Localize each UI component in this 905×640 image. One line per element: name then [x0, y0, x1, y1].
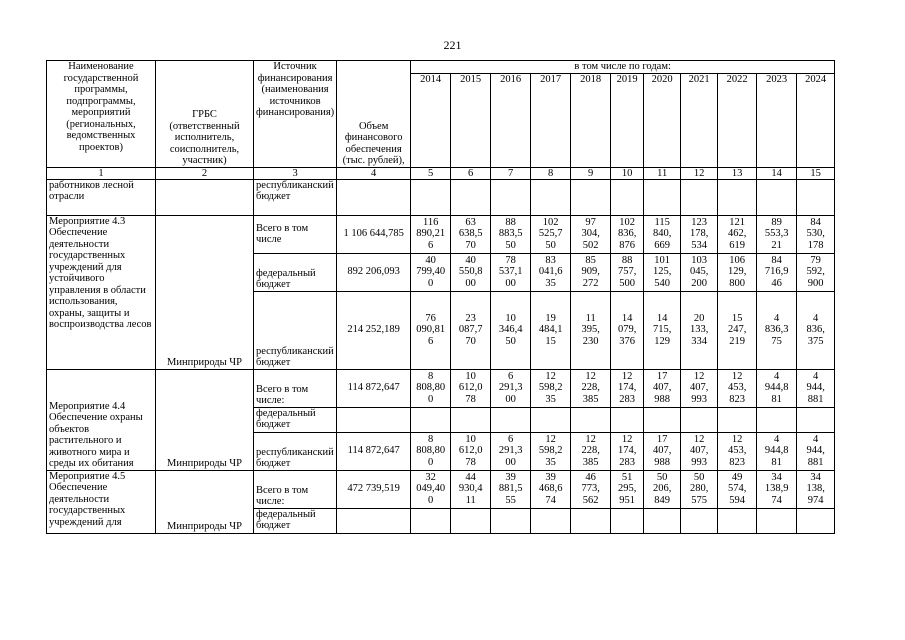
header-year: 2020 — [644, 73, 681, 167]
header-year: 2016 — [491, 73, 531, 167]
year-value-cell: 12 407, 993 — [681, 432, 718, 470]
header-year: 2023 — [757, 73, 797, 167]
year-value-cell: 14 715, 129 — [644, 291, 681, 369]
column-number: 14 — [757, 167, 797, 179]
m44-total-value: 114 872,647 — [337, 369, 411, 407]
header-year: 2017 — [531, 73, 571, 167]
year-value-cell: 89 553,3 21 — [757, 215, 797, 253]
m43-republic-value: 214 252,189 — [337, 291, 411, 369]
year-value-cell: 4 836, 375 — [797, 291, 835, 369]
year-value-cell: 4 944, 881 — [797, 432, 835, 470]
year-value-cell: 50 280, 575 — [681, 470, 718, 508]
year-value-cell: 102 525,7 50 — [531, 215, 571, 253]
column-number: 4 — [337, 167, 411, 179]
year-value-cell: 4 944, 881 — [797, 369, 835, 407]
year-value-cell: 4 836,3 75 — [757, 291, 797, 369]
year-value-cell: 51 295, 951 — [611, 470, 644, 508]
year-value-cell: 102 836, 876 — [611, 215, 644, 253]
m44-grbs: Минприроды ЧР — [156, 369, 254, 470]
year-value-cell: 11 395, 230 — [571, 291, 611, 369]
column-number: 6 — [451, 167, 491, 179]
year-value-cell: 116 890,21 6 — [411, 215, 451, 253]
m44-name: Мероприятие 4.4 Обеспечение охраны объектов растительного и животного мира и среды их обитания — [47, 369, 156, 470]
year-value-cell: 14 079, 376 — [611, 291, 644, 369]
budget-table — [46, 60, 835, 534]
m43-federal-value: 892 206,093 — [337, 253, 411, 291]
year-value-cell: 44 930,4 11 — [451, 470, 491, 508]
header-year: 2019 — [611, 73, 644, 167]
column-number: 11 — [644, 167, 681, 179]
m43-republic-source: республиканский бюджет — [254, 291, 337, 369]
m45-name: Мероприятие 4.5 Обеспечение деятельности государственных учреждений для — [47, 470, 156, 533]
year-value-cell: 50 206, 849 — [644, 470, 681, 508]
cont-name: работников лесной отрасли — [47, 179, 156, 215]
year-value-cell: 10 346,4 50 — [491, 291, 531, 369]
year-value-cell: 4 944,8 81 — [757, 432, 797, 470]
year-value-cell: 115 840, 669 — [644, 215, 681, 253]
header-year: 2024 — [797, 73, 835, 167]
year-value-cell: 12 453, 823 — [718, 432, 757, 470]
year-value-cell: 8 808,80 0 — [411, 369, 451, 407]
year-value-cell: 19 484,1 15 — [531, 291, 571, 369]
m44-federal-source: федеральный бюджет — [254, 407, 337, 432]
year-value-cell: 32 049,40 0 — [411, 470, 451, 508]
header-grbs: ГРБС (ответственный исполнитель, соисполнитель, участник) — [156, 61, 254, 168]
year-value-cell: 76 090,81 6 — [411, 291, 451, 369]
column-number: 12 — [681, 167, 718, 179]
year-value-cell: 12 407, 993 — [681, 369, 718, 407]
page-number: 221 — [443, 38, 462, 52]
year-value-cell: 39 468,6 74 — [531, 470, 571, 508]
column-number: 15 — [797, 167, 835, 179]
column-number: 7 — [491, 167, 531, 179]
year-value-cell: 12 598,2 35 — [531, 369, 571, 407]
m45-total-value: 472 739,519 — [337, 470, 411, 508]
year-value-cell: 34 138,9 74 — [757, 470, 797, 508]
cont-source: республиканский бюджет — [254, 179, 337, 215]
header-years-group: в том числе по годам: — [411, 61, 835, 74]
year-value-cell: 12 598,2 35 — [531, 432, 571, 470]
year-value-cell: 40 799,40 0 — [411, 253, 451, 291]
column-number: 3 — [254, 167, 337, 179]
column-number: 1 — [47, 167, 156, 179]
header-year: 2014 — [411, 73, 451, 167]
year-value-cell: 103 045, 200 — [681, 253, 718, 291]
year-value-cell: 83 041,6 35 — [531, 253, 571, 291]
year-value-cell: 17 407, 988 — [644, 369, 681, 407]
year-value-cell: 20 133, 334 — [681, 291, 718, 369]
year-value-cell: 6 291,3 00 — [491, 369, 531, 407]
header-total: Объем финансового обеспечения (тыс. рублей), — [337, 61, 411, 168]
header-year: 2021 — [681, 73, 718, 167]
column-number: 2 — [156, 167, 254, 179]
year-value-cell: 12 228, 385 — [571, 432, 611, 470]
m45-federal-source: федеральный бюджет — [254, 508, 337, 533]
year-value-cell: 121 462, 619 — [718, 215, 757, 253]
year-value-cell: 12 228, 385 — [571, 369, 611, 407]
year-value-cell: 23 087,7 70 — [451, 291, 491, 369]
m44-republic-source: республиканский бюджет — [254, 432, 337, 470]
year-value-cell: 8 808,80 0 — [411, 432, 451, 470]
year-value-cell: 123 178, 534 — [681, 215, 718, 253]
m43-total-value: 1 106 644,785 — [337, 215, 411, 253]
year-value-cell: 63 638,5 70 — [451, 215, 491, 253]
year-value-cell: 6 291,3 00 — [491, 432, 531, 470]
year-value-cell: 84 716,9 46 — [757, 253, 797, 291]
year-value-cell: 49 574, 594 — [718, 470, 757, 508]
column-number: 8 — [531, 167, 571, 179]
year-value-cell: 40 550,8 00 — [451, 253, 491, 291]
year-value-cell: 46 773, 562 — [571, 470, 611, 508]
year-value-cell: 34 138, 974 — [797, 470, 835, 508]
column-number: 5 — [411, 167, 451, 179]
m43-federal-source: федеральный бюджет — [254, 253, 337, 291]
header-year: 2022 — [718, 73, 757, 167]
year-value-cell: 97 304, 502 — [571, 215, 611, 253]
year-value-cell: 4 944,8 81 — [757, 369, 797, 407]
year-value-cell: 17 407, 988 — [644, 432, 681, 470]
m43-name: Мероприятие 4.3 Обеспечение деятельности государственных учреждений для устойчивого управления в области использования, охраны, защиты и воспроизводства лесов — [47, 215, 156, 369]
header-year: 2018 — [571, 73, 611, 167]
header-name: Наименование государственной программы, подпрограммы, мероприятий (региональных, ведомственных проектов) — [47, 61, 156, 168]
year-value-cell: 85 909, 272 — [571, 253, 611, 291]
year-value-cell: 106 129, 800 — [718, 253, 757, 291]
m44-republic-value: 114 872,647 — [337, 432, 411, 470]
year-value-cell: 79 592, 900 — [797, 253, 835, 291]
year-value-cell: 12 174, 283 — [611, 432, 644, 470]
year-value-cell: 10 612,0 78 — [451, 432, 491, 470]
year-value-cell: 10 612,0 78 — [451, 369, 491, 407]
year-value-cell: 84 530, 178 — [797, 215, 835, 253]
m45-grbs: Минприроды ЧР — [156, 470, 254, 533]
m43-grbs: Минприроды ЧР — [156, 215, 254, 369]
column-number: 9 — [571, 167, 611, 179]
m44-total-source: Всего в том числе: — [254, 369, 337, 407]
column-number: 13 — [718, 167, 757, 179]
year-value-cell: 12 453, 823 — [718, 369, 757, 407]
m45-total-source: Всего в том числе: — [254, 470, 337, 508]
year-value-cell: 101 125, 540 — [644, 253, 681, 291]
column-number: 10 — [611, 167, 644, 179]
year-value-cell: 88 883,5 50 — [491, 215, 531, 253]
header-source: Источник финансирования (наименования источников финансирования) — [254, 61, 337, 168]
year-value-cell: 39 881,5 55 — [491, 470, 531, 508]
year-value-cell: 88 757, 500 — [611, 253, 644, 291]
m43-total-source: Всего в том числе — [254, 215, 337, 253]
year-value-cell: 12 174, 283 — [611, 369, 644, 407]
year-value-cell: 15 247, 219 — [718, 291, 757, 369]
header-year: 2015 — [451, 73, 491, 167]
year-value-cell: 78 537,1 00 — [491, 253, 531, 291]
